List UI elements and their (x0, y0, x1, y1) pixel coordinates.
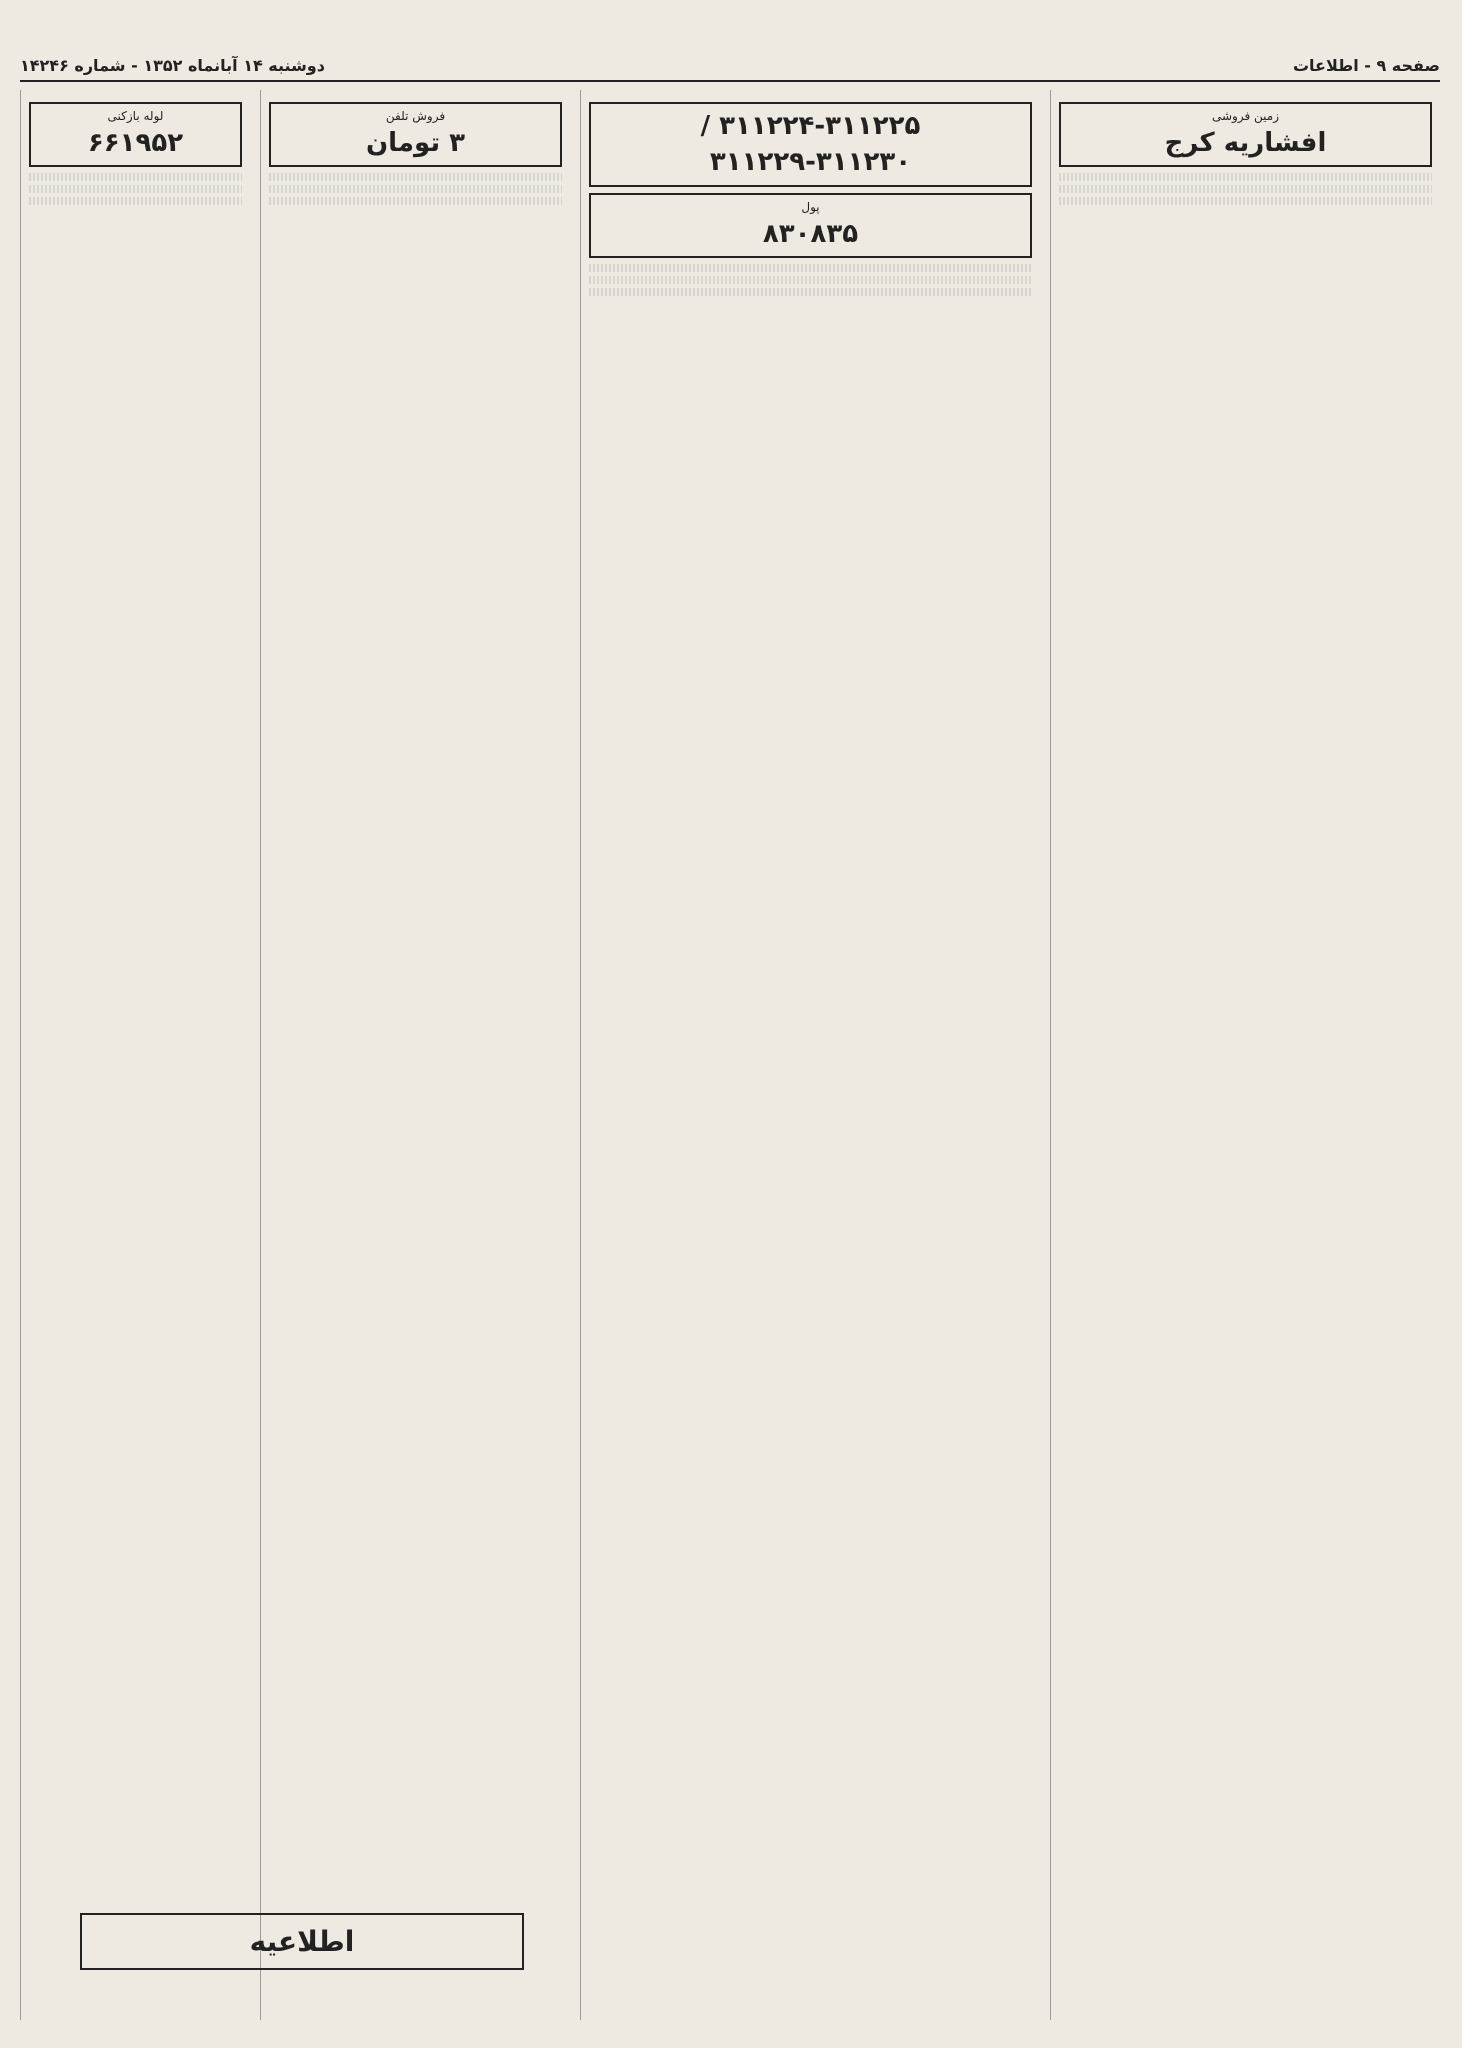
column-4 (1050, 90, 1440, 2020)
column-2 (260, 90, 570, 2020)
phone-banner-text: ۳۱۱۲۲۴-۳۱۱۲۲۵ / ۳۱۱۲۲۹-۳۱۱۲۳۰ (700, 111, 921, 178)
newspaper-page (20, 50, 1440, 2030)
ad-title: فروش تلفن (385, 109, 446, 123)
column-3 (580, 90, 1040, 2020)
ad-title: زمین فروشی (1211, 109, 1279, 123)
header-page-label: صفحه ۹ - اطلاعات (1292, 55, 1440, 75)
ad-box (589, 193, 1032, 258)
ad-box (269, 102, 562, 167)
column-1 (20, 90, 250, 2020)
ad-big: ۸۳۰۸۳۵ (762, 218, 859, 249)
ad-big: ۶۶۱۹۵۲ (87, 127, 184, 158)
ad-box (1059, 102, 1432, 167)
page-header (20, 50, 1440, 82)
ad-title: لوله بازکنی (107, 109, 164, 123)
header-date: دوشنبه ۱۴ آبانماه ۱۳۵۲ - شماره ۱۴۲۴۶ (20, 55, 325, 75)
phone-banner (589, 102, 1032, 187)
ad-big: افشاریه کرج (1164, 127, 1327, 158)
ad-big: ۳ تومان (365, 127, 466, 158)
ad-title: پول (801, 199, 820, 214)
footer-ad: اطلاعیه (80, 1913, 524, 1970)
ad-box (29, 102, 242, 167)
